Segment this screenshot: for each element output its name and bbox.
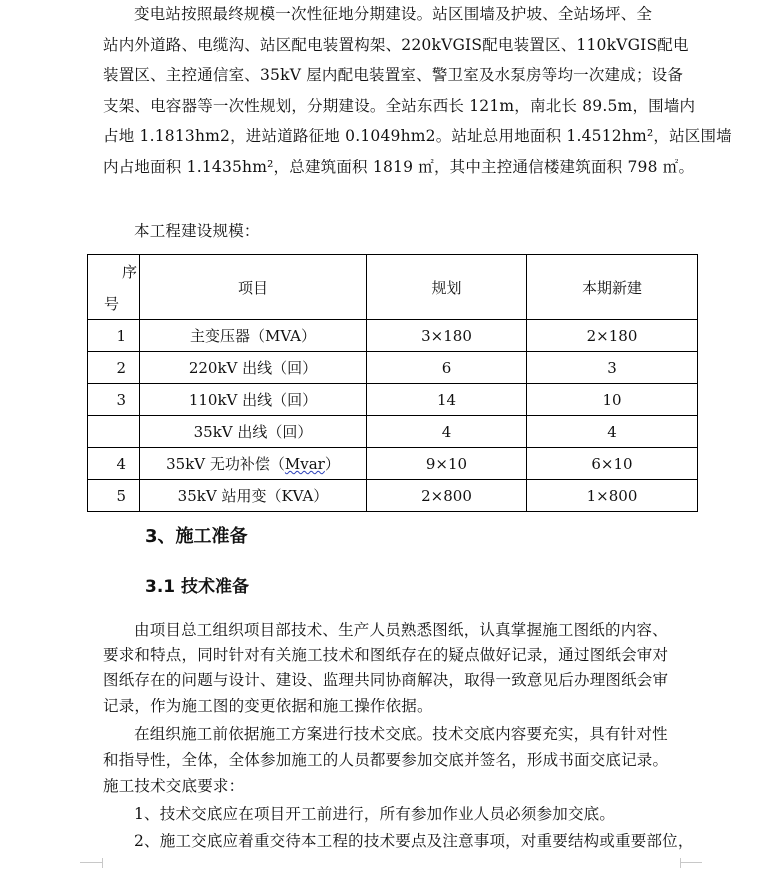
header-plan: 规划	[367, 255, 527, 320]
cell-plan: 2×800	[367, 480, 527, 512]
intro-line-2: 站内外道路、电缆沟、站区配电装置构架、220kVGIS配电装置区、110kVGIS配电	[103, 36, 689, 54]
header-seq-bottom: 号	[104, 295, 120, 313]
cell-current: 2×180	[527, 320, 698, 352]
cell-seq	[88, 416, 140, 448]
cell-plan: 4	[367, 416, 527, 448]
para1-line-4: 记录，作为施工图的变更依据和施工操作依据。	[103, 697, 433, 715]
cell-seq: 1	[88, 320, 140, 352]
table-row	[88, 352, 698, 384]
cell-item: 主变压器（MVA）	[140, 320, 367, 352]
intro-line-6: 内占地面积 1.1435hm²，总建筑面积 1819 ㎡，其中主控通信楼建筑面积 798 ㎡。	[103, 158, 695, 176]
table-header-row	[88, 255, 698, 320]
margin-corner-mark-left	[80, 862, 102, 863]
intro-line-5: 占地 1.1813hm2，进站道路征地 0.1049hm2。站址总用地面积 1.4512hm²，站区围墙	[103, 127, 732, 145]
table-row	[88, 384, 698, 416]
subsection-heading: 3.1 技术准备	[145, 577, 250, 597]
margin-corner-mark-left-vertical	[102, 858, 103, 868]
para2-line-2: 和指导性，全体，全体参加施工的人员都要参加交底并签名，形成书面交底记录。	[103, 751, 669, 769]
cell-current: 3	[527, 352, 698, 384]
cell-item-unit-flagged: Mvar	[284, 455, 325, 473]
cell-current: 10	[527, 384, 698, 416]
margin-corner-mark-right-vertical	[680, 858, 681, 868]
intro-line-3: 装置区、主控通信室、35kV 屋内配电装置室、警卫室及水泵房等均一次建成；设备	[103, 66, 684, 84]
table-caption: 本工程建设规模：	[134, 222, 260, 240]
cell-current: 4	[527, 416, 698, 448]
table-row	[88, 320, 698, 352]
para1-line-3: 图纸存在的问题与设计、建设、监理共同协商解决，取得一致意见后办理图纸会审	[103, 671, 669, 689]
header-seq-top: 序	[122, 263, 138, 281]
margin-corner-mark-right	[680, 862, 702, 863]
cell-plan: 14	[367, 384, 527, 416]
header-current: 本期新建	[527, 255, 698, 320]
section-heading: 3、施工准备	[145, 526, 248, 547]
cell-item: 35kV 出线（回）	[140, 416, 367, 448]
cell-seq: 5	[88, 480, 140, 512]
intro-line-4: 支架、电容器等一次性规划，分期建设。全站东西长 121m，南北长 89.5m，围墙内	[103, 97, 696, 115]
table-row	[88, 480, 698, 512]
para1-line-1: 由项目总工组织项目部技术、生产人员熟悉图纸，认真掌握施工图纸的内容、	[134, 621, 668, 639]
cell-current: 6×10	[527, 448, 698, 480]
cell-item: 110kV 出线（回）	[140, 384, 367, 416]
cell-item-suffix: ）	[324, 455, 340, 473]
cell-item: 220kV 出线（回）	[140, 352, 367, 384]
para2-line-1: 在组织施工前依据施工方案进行技术交底。技术交底内容要充实，具有针对性	[134, 725, 668, 743]
header-seq	[88, 255, 140, 320]
construction-scale-table	[87, 254, 698, 512]
intro-line-1: 变电站按照最终规模一次性征地分期建设。站区围墙及护坡、全站场坪、全	[134, 5, 653, 23]
cell-seq: 3	[88, 384, 140, 416]
cell-plan: 3×180	[367, 320, 527, 352]
para2-line-3: 施工技术交底要求：	[103, 777, 245, 795]
cell-plan: 9×10	[367, 448, 527, 480]
cell-seq: 2	[88, 352, 140, 384]
cell-item-prefix: 35kV 无功补偿（	[166, 455, 285, 473]
cell-current: 1×800	[527, 480, 698, 512]
cell-item	[140, 448, 367, 480]
header-item: 项目	[140, 255, 367, 320]
table-row	[88, 448, 698, 480]
list-item-1: 1、技术交底应在项目开工前进行，所有参加作业人员必须参加交底。	[134, 805, 616, 823]
list-item-2: 2、施工交底应着重交待本工程的技术要点及注意事项，对重要结构或重要部位，	[134, 832, 694, 850]
cell-item: 35kV 站用变（KVA）	[140, 480, 367, 512]
cell-seq: 4	[88, 448, 140, 480]
cell-plan: 6	[367, 352, 527, 384]
para1-line-2: 要求和特点，同时针对有关施工技术和图纸存在的疑点做好记录，通过图纸会审对	[103, 646, 669, 664]
table-row	[88, 416, 698, 448]
